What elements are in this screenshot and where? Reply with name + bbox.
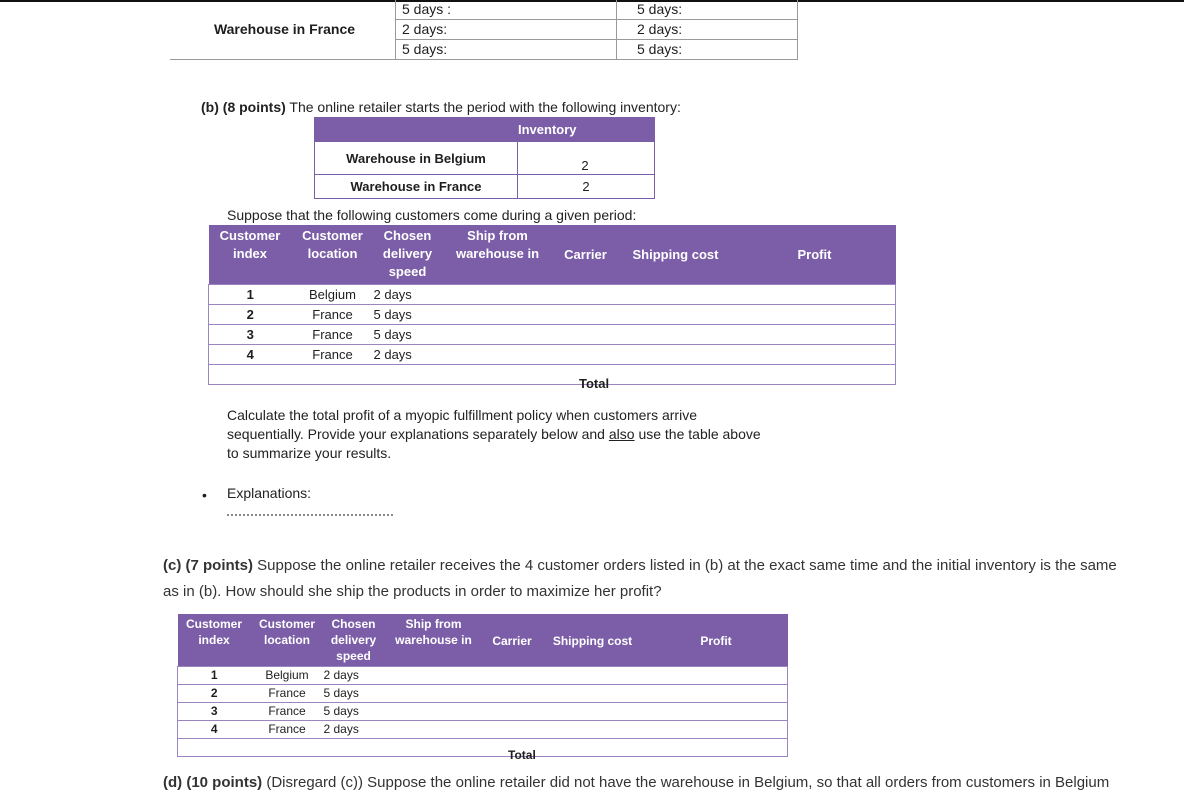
table-row	[209, 304, 896, 324]
table-row	[178, 720, 788, 738]
table-row	[178, 684, 788, 702]
row-location: France	[292, 324, 374, 344]
inventory-header: Inventory	[518, 118, 655, 142]
header-profit: Profit	[734, 225, 896, 284]
header-delivery-speed: Chosen delivery speed	[324, 614, 384, 666]
row-index: 1	[209, 284, 292, 304]
row-index: 4	[178, 720, 251, 738]
inventory-france-label: Warehouse in France	[315, 175, 518, 199]
row-speed: 2 days	[374, 284, 442, 304]
row-speed: 5 days	[324, 702, 384, 720]
row-speed: 5 days	[374, 304, 442, 324]
part-b-points: (8 points)	[222, 99, 286, 115]
part-b-heading	[201, 98, 681, 117]
part-c-text-2: as in (b). How should she ship the products in order to maximize her profit?	[163, 583, 662, 600]
row-index: 2	[209, 304, 292, 324]
row-location: France	[251, 702, 324, 720]
header-ship-from: Ship from warehouse in	[442, 225, 554, 284]
header-customer-index: Customer index	[178, 614, 251, 666]
row-location: France	[292, 344, 374, 364]
part-b-label: (b)	[201, 99, 219, 115]
top-partial-table	[170, 0, 798, 60]
calc-line-3: to summarize your results.	[227, 445, 392, 461]
table-row	[209, 344, 896, 364]
total-row	[209, 364, 896, 384]
table-row	[178, 666, 788, 684]
header-customer-location: Customer location	[251, 614, 324, 666]
part-c-points: (c) (7 points)	[163, 557, 253, 574]
calc-line-2: sequentially. Provide your explanations separately below and also use the table above	[227, 426, 761, 442]
top-cell: 2 days:	[617, 20, 798, 40]
row-speed: 5 days	[374, 324, 442, 344]
row-location: France	[251, 684, 324, 702]
total-row	[178, 738, 788, 756]
row-speed: 5 days	[324, 684, 384, 702]
row-location: France	[251, 720, 324, 738]
header-carrier: Carrier	[484, 614, 541, 666]
part-d-points: (d) (10 points)	[163, 774, 263, 791]
row-speed: 2 days	[374, 344, 442, 364]
part-b-text: The online retailer starts the period with the following inventory:	[285, 99, 681, 115]
row-location: Belgium	[292, 284, 374, 304]
bullet-icon: •	[202, 487, 207, 503]
total-label-c: Total	[508, 748, 536, 762]
table-row	[178, 702, 788, 720]
part-d-text: (d) (10 points) (Disregard (c)) Suppose the online retailer did not have the warehouse in Belgium, so that all orders from customers in Belgium	[163, 774, 1110, 791]
inventory-belgium-value: 2	[518, 142, 655, 175]
customer-table-b	[208, 225, 896, 391]
total-label-b: Total	[579, 376, 610, 391]
inventory-france-value: 2	[518, 175, 655, 199]
table-row	[209, 284, 896, 304]
calc-paragraph	[227, 406, 761, 463]
inventory-table	[314, 117, 655, 199]
warehouse-france-label: Warehouse in France	[213, 21, 356, 37]
top-cell: 5 days :	[396, 0, 617, 20]
inventory-belgium-label: Warehouse in Belgium	[315, 142, 518, 175]
top-cell: 5 days:	[617, 40, 798, 60]
top-cell: 5 days:	[617, 0, 798, 20]
row-location: Belgium	[251, 666, 324, 684]
customer-table-c	[177, 614, 788, 762]
row-index: 3	[209, 324, 292, 344]
header-shipping-cost: Shipping cost	[618, 225, 734, 284]
header-profit: Profit	[645, 614, 788, 666]
row-location: France	[292, 304, 374, 324]
row-index: 1	[178, 666, 251, 684]
part-c-text: (c) (7 points) Suppose the online retailer receives the 4 customer orders listed in (b) at the exact same time and the initial inventory is the same as in (b). How should she ship the products in order to maximize her profit?	[163, 553, 1117, 605]
suppose-text: Suppose that the following customers come during a given period:	[227, 207, 637, 223]
top-cell: 2 days:	[396, 20, 617, 40]
table-row	[209, 324, 896, 344]
answer-dotted-line	[227, 514, 393, 516]
header-customer-location: Customer location	[292, 225, 374, 284]
explanations-label: Explanations:	[227, 485, 312, 501]
header-delivery-speed: Chosen delivery speed	[374, 225, 442, 284]
top-cell: 5 days:	[396, 40, 617, 60]
row-index: 3	[178, 702, 251, 720]
row-speed: 2 days	[324, 720, 384, 738]
header-customer-index: Customer index	[209, 225, 292, 284]
calc-line-1: Calculate the total profit of a myopic fulfillment policy when customers arrive	[227, 407, 697, 423]
header-carrier: Carrier	[554, 225, 618, 284]
header-ship-from: Ship from warehouse in	[384, 614, 484, 666]
row-speed: 2 days	[324, 666, 384, 684]
row-index: 2	[178, 684, 251, 702]
header-shipping-cost: Shipping cost	[541, 614, 645, 666]
row-index: 4	[209, 344, 292, 364]
